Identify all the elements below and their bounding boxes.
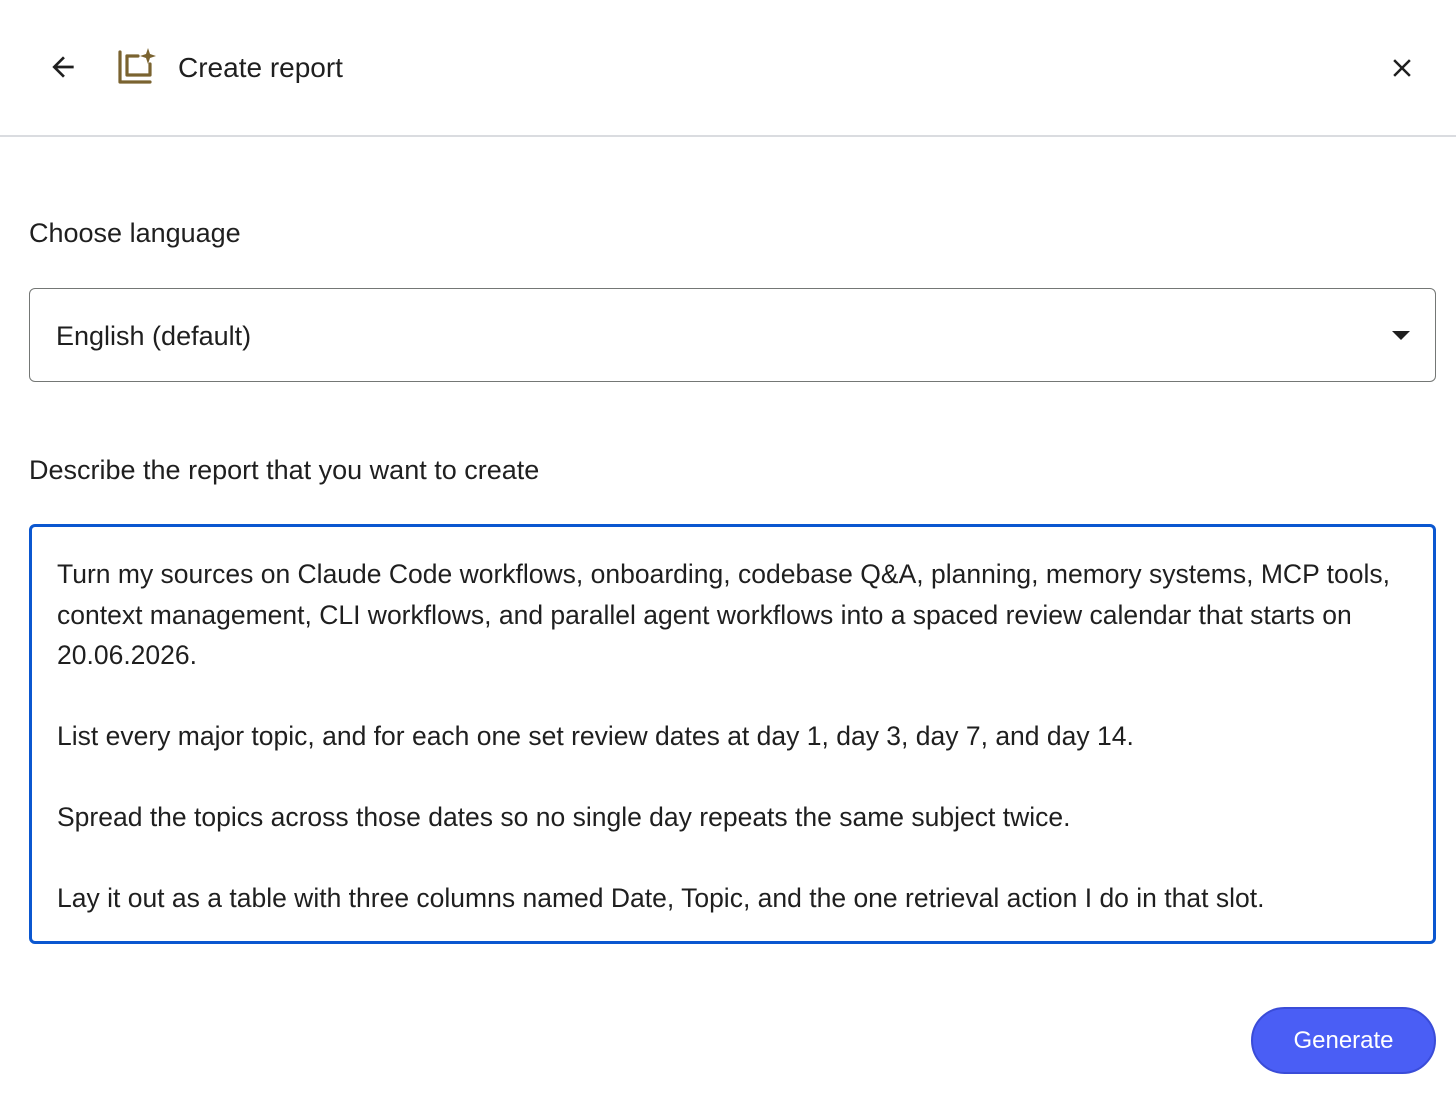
close-icon — [1387, 53, 1417, 83]
report-description-textarea[interactable] — [29, 524, 1436, 944]
caret-down-icon — [1392, 327, 1410, 345]
description-paragraph: List every major topic, and for each one set review dates at day 1, day 3, day 7, and day 14. — [57, 721, 1134, 751]
report-sparkle-icon — [116, 46, 158, 88]
description-paragraph: Lay it out as a table with three columns named Date, Topic, and the one retrieval action I do in that slot. — [57, 883, 1265, 913]
description-paragraph: Turn my sources on Claude Code workflows, onboarding, codebase Q&A, planning, memory systems, MCP tools, context management, CLI workflows, and parallel agent workflows into a spaced review calendar that starts on 20.06.2026. — [57, 559, 1390, 670]
back-button[interactable] — [40, 44, 86, 90]
description-label: Describe the report that you want to create — [29, 455, 540, 485]
description-paragraph: Spread the topics across those dates so no single day repeats the same subject twice. — [57, 802, 1071, 832]
language-selected-value: English (default) — [56, 321, 252, 351]
page-title: Create report — [178, 52, 343, 83]
language-select[interactable] — [29, 288, 1436, 382]
arrow-left-icon — [47, 51, 79, 83]
close-button[interactable] — [1380, 46, 1424, 90]
report-description-text — [57, 554, 1397, 919]
dialog-header — [0, 0, 1456, 137]
language-label: Choose language — [29, 218, 241, 248]
generate-button[interactable]: Generate — [1251, 1007, 1436, 1074]
